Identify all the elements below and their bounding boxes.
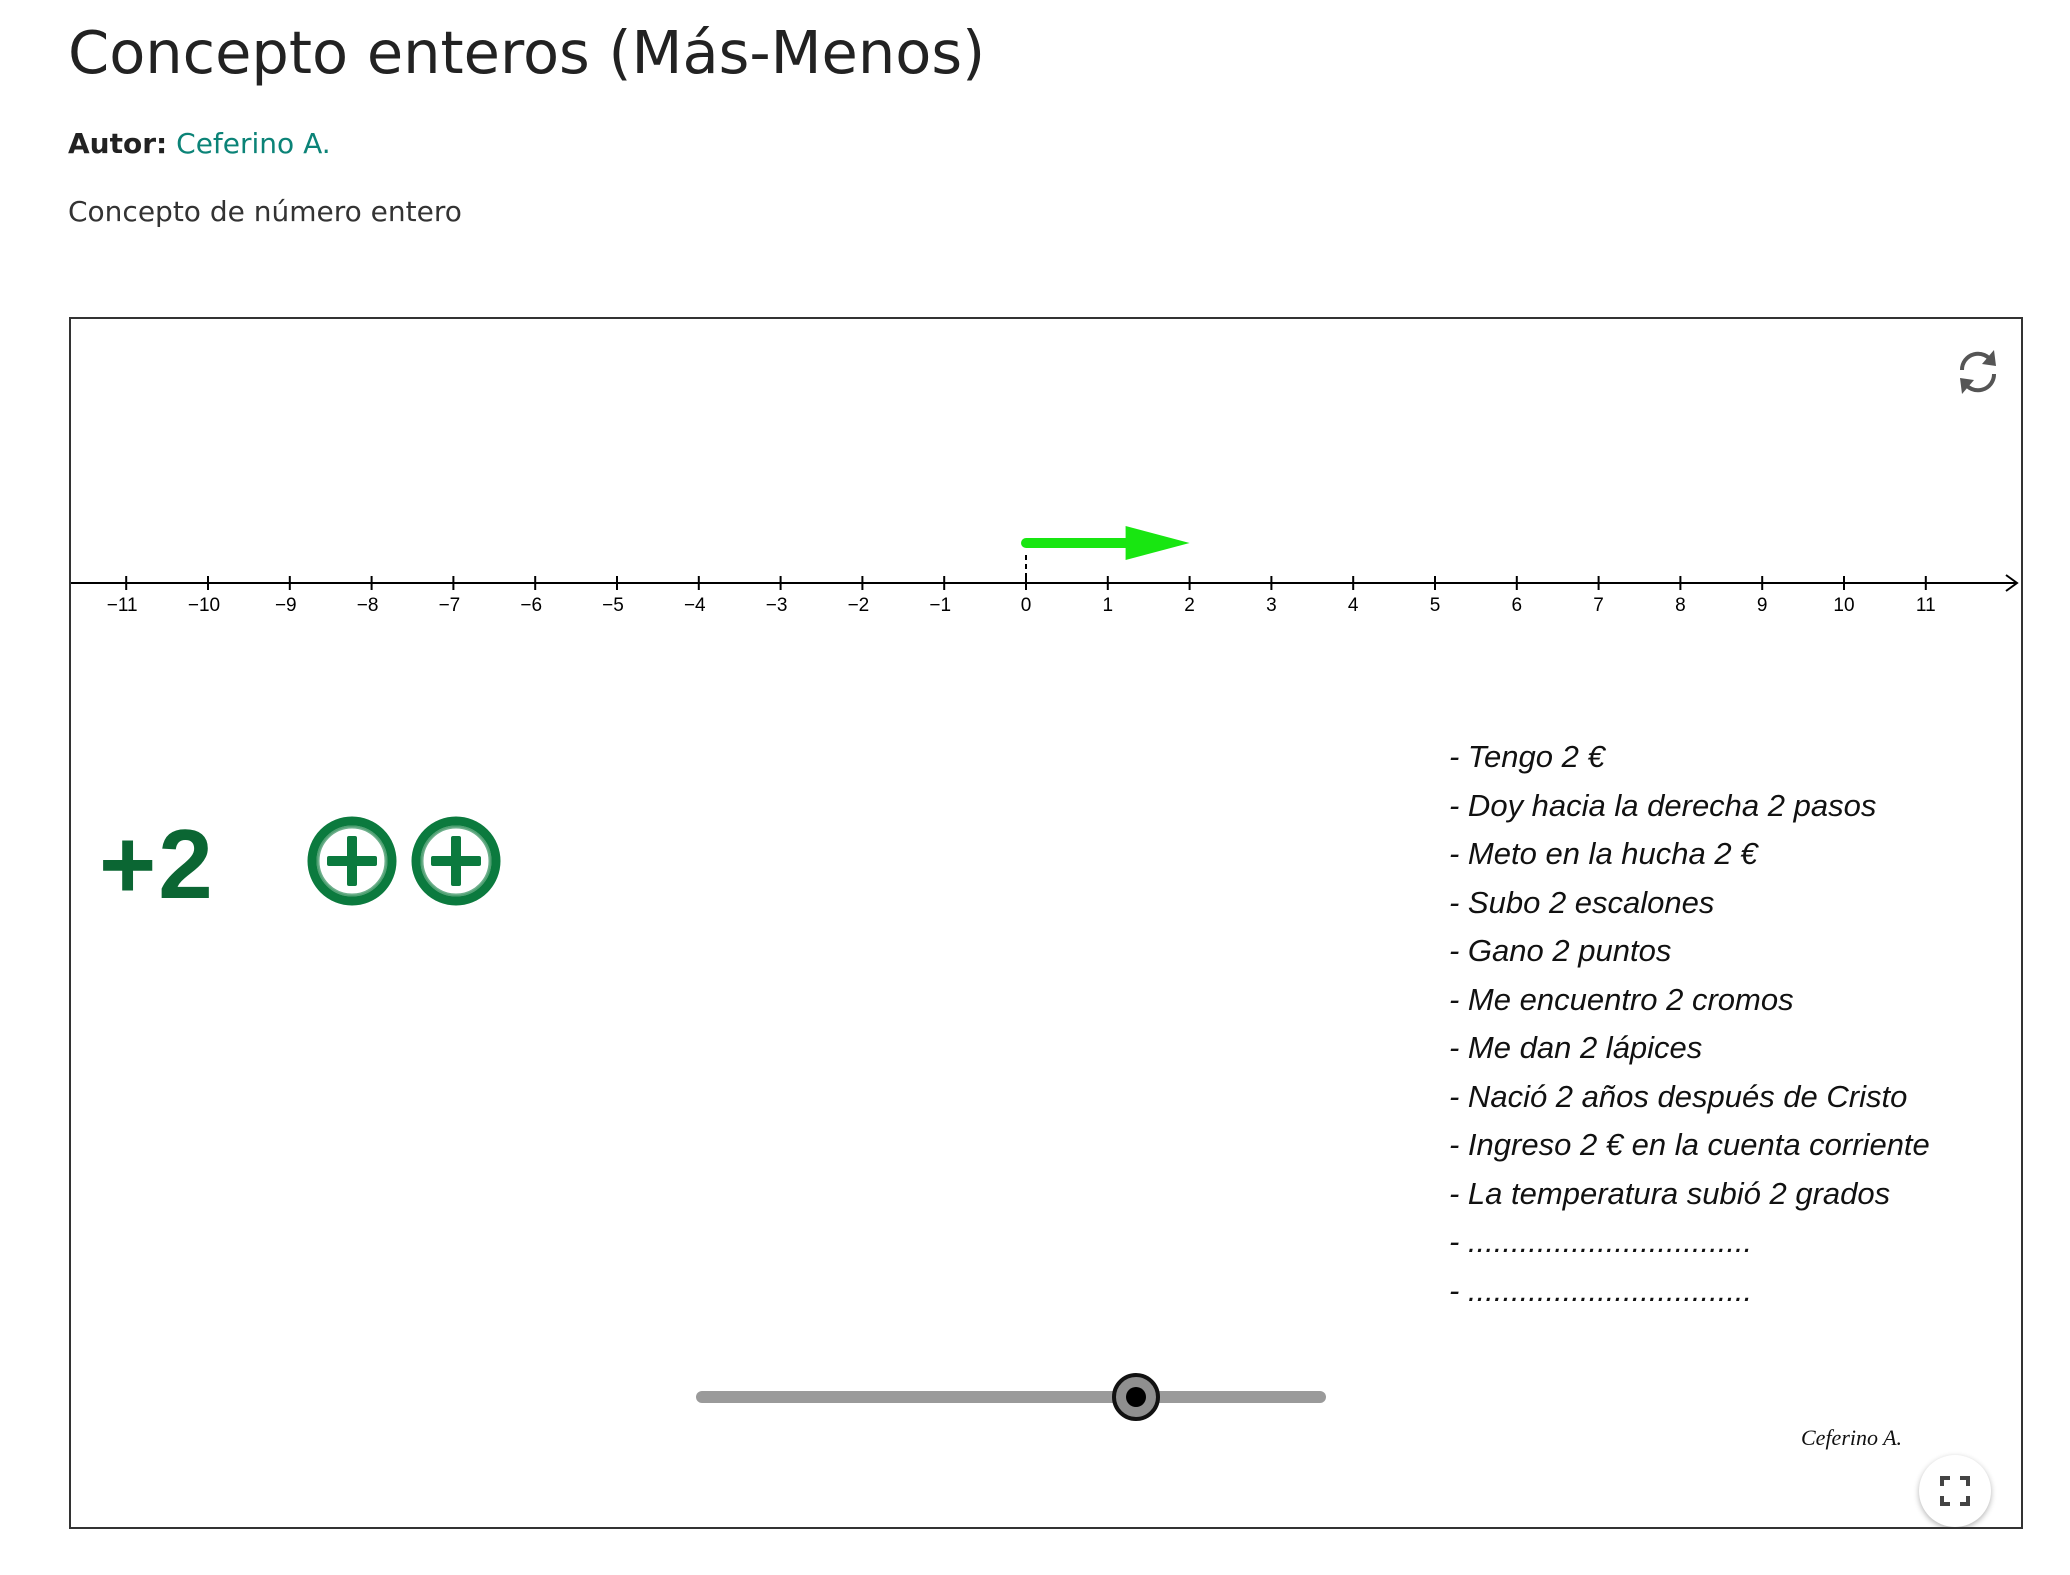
axis-tick-label: −7 xyxy=(438,595,461,616)
example-item: - La temperatura subió 2 grados xyxy=(1449,1175,1891,1211)
axis-tick-label: −3 xyxy=(765,595,788,616)
arrow-head xyxy=(1126,526,1190,560)
slider-knob[interactable] xyxy=(1112,1373,1160,1421)
axis-tick-label: 1 xyxy=(1102,595,1114,616)
axis-tick-label: −5 xyxy=(602,595,624,616)
example-item: - ................................. xyxy=(1449,1272,1753,1308)
example-item: - Ingreso 2 € en la cuenta corriente xyxy=(1449,1127,1930,1162)
signature: Ceferino A. xyxy=(1801,1425,1903,1450)
integer-value: +2 xyxy=(99,809,215,919)
axis-tick-label: 8 xyxy=(1675,595,1686,616)
plus-circle-icon xyxy=(304,813,400,909)
axis-tick-label: 0 xyxy=(1020,595,1032,616)
examples-list xyxy=(1449,733,1930,1315)
page-title: Concepto enteros (Más-Menos) xyxy=(68,18,986,87)
example-item: - Gano 2 puntos xyxy=(1449,933,1672,968)
value-arrow xyxy=(1026,526,1190,560)
axis-tick-label: −2 xyxy=(847,595,870,616)
axis-tick-label: −4 xyxy=(683,595,706,616)
axis-tick-label: 6 xyxy=(1511,595,1523,616)
example-item: - Meto en la hucha 2 € xyxy=(1449,836,1758,871)
example-item: - Nació 2 años después de Cristo xyxy=(1449,1078,1908,1114)
axis-tick-label: 7 xyxy=(1593,595,1604,616)
axis-tick-label: −9 xyxy=(274,595,297,616)
plus-circle-icon xyxy=(408,813,504,909)
example-item: - Subo 2 escalones xyxy=(1449,884,1715,920)
axis-tick-label: 4 xyxy=(1347,595,1359,616)
example-item: - Tengo 2 € xyxy=(1449,739,1605,774)
example-item: - Me encuentro 2 cromos xyxy=(1449,981,1794,1017)
axis-tick-label: −10 xyxy=(187,595,221,616)
fullscreen-button[interactable] xyxy=(1919,1455,1991,1527)
axis-tick-label: 5 xyxy=(1429,595,1441,616)
axis-tick-label: −8 xyxy=(356,595,379,616)
axis-tick-label: 2 xyxy=(1184,595,1195,616)
example-item: - ................................. xyxy=(1449,1224,1753,1259)
author-link[interactable]: Ceferino A. xyxy=(176,127,331,160)
axis-tick-label: −11 xyxy=(106,595,138,616)
axis-tick-label: 11 xyxy=(1915,595,1936,616)
slider-track[interactable] xyxy=(696,1391,1326,1403)
author-label: Autor: xyxy=(68,127,168,160)
axis-tick-label: −1 xyxy=(929,595,952,616)
author-line xyxy=(68,124,331,164)
axis-tick-label: 10 xyxy=(1833,595,1855,616)
axis-tick-label: 9 xyxy=(1756,595,1768,616)
example-item: - Doy hacia la derecha 2 pasos xyxy=(1449,787,1877,823)
reset-icon[interactable] xyxy=(1948,342,2008,402)
plus-tokens xyxy=(304,813,504,909)
fullscreen-icon xyxy=(1939,1475,1971,1507)
axis-tick-label: 3 xyxy=(1266,595,1277,616)
value-slider[interactable] xyxy=(696,1367,1326,1427)
example-item: - Me dan 2 lápices xyxy=(1449,1030,1703,1065)
axis-tick-label: −6 xyxy=(520,595,543,616)
geogebra-applet[interactable] xyxy=(69,317,2023,1529)
page-description: Concepto de número entero xyxy=(68,195,462,228)
